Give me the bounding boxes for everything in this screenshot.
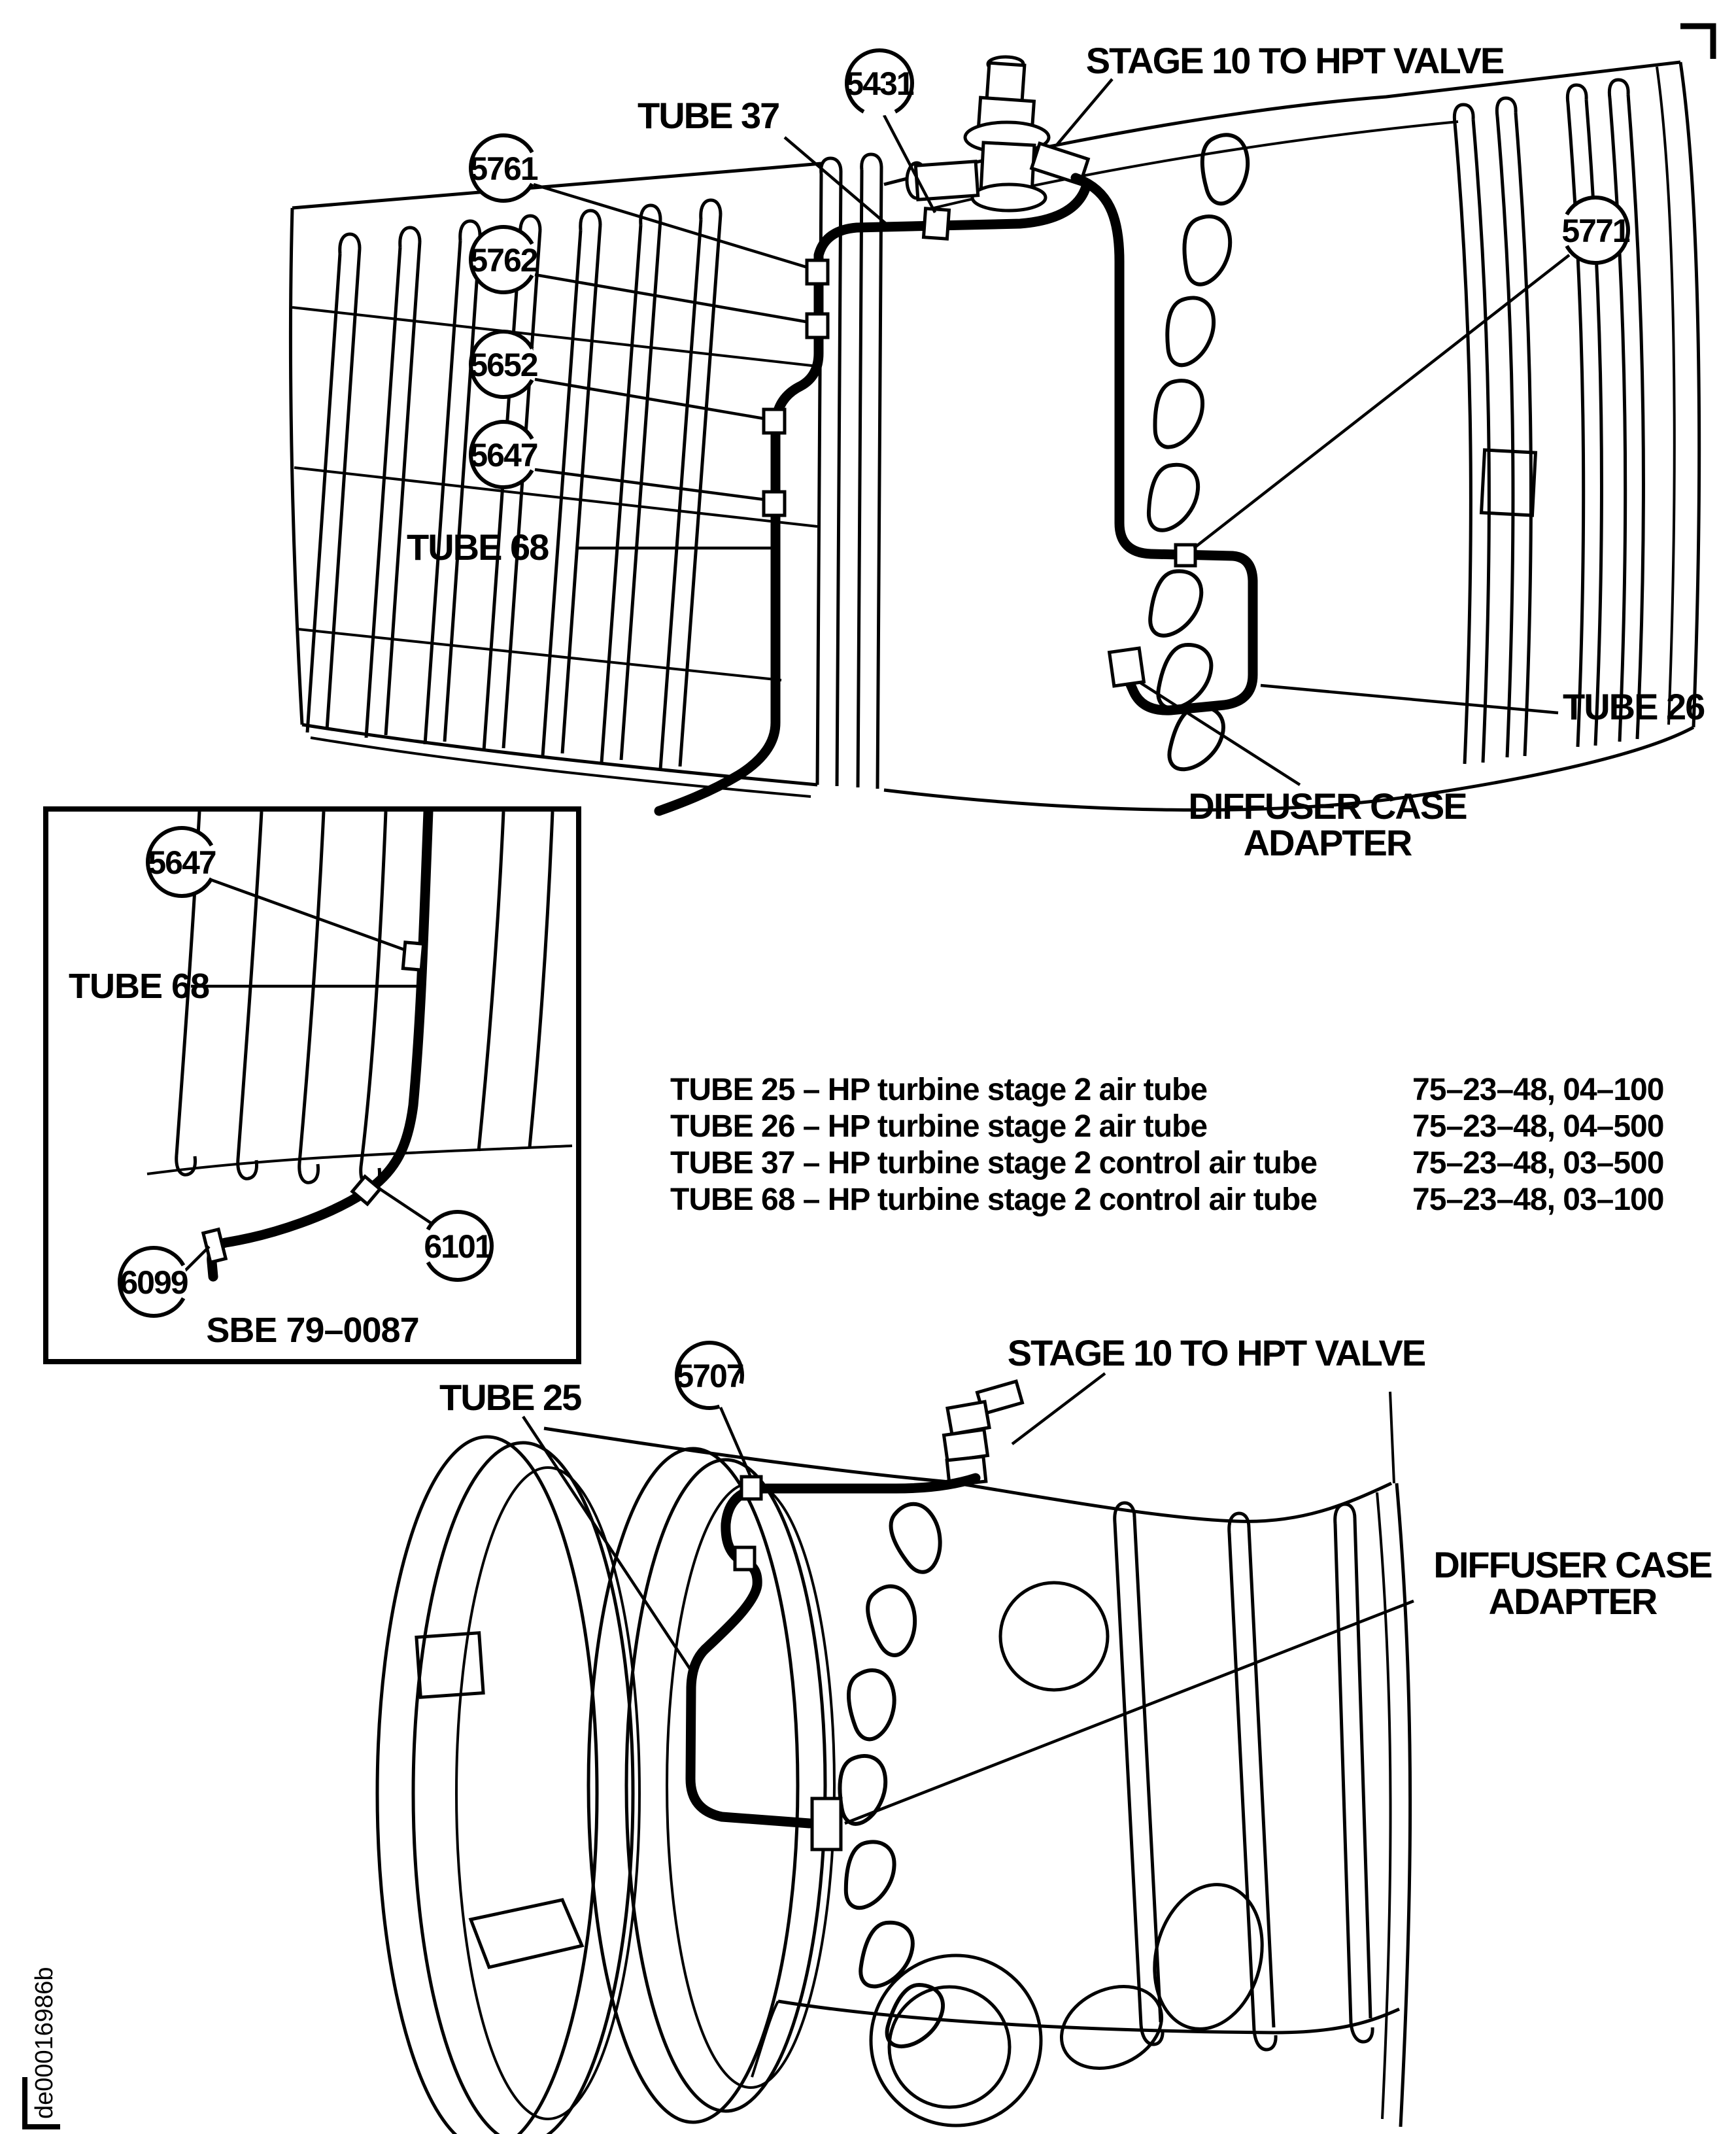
stage10-hpt-valve-top — [907, 57, 1088, 211]
clamp-bottom-mid — [735, 1547, 755, 1570]
tube68-label-top: TUBE 68 — [407, 526, 549, 568]
callout-5431: 5431 — [845, 65, 913, 102]
tube37-fitting-5431 — [924, 209, 949, 239]
clamp-5647 — [764, 492, 785, 515]
tube37-tube68-path — [659, 184, 1087, 811]
clamp-5771 — [1176, 545, 1195, 566]
top-view-diagram — [290, 40, 1705, 863]
clamp-5761 — [807, 260, 828, 284]
legend-row-ref: 75–23–48, 04–500 — [1412, 1109, 1664, 1144]
callout-6099: 6099 — [120, 1264, 188, 1301]
diffuser-adapter-label-top-line2: ADAPTER — [1243, 822, 1412, 863]
inset-clamp-5647 — [403, 942, 423, 970]
diffuser-case-adapter-top — [1110, 648, 1144, 686]
inset-detail-view — [46, 809, 579, 1362]
top-leader-lines — [534, 79, 1569, 785]
callout-5647-inset: 5647 — [148, 844, 216, 881]
inset-leader-lines — [184, 880, 433, 1271]
tube26-label: TUBE 26 — [1563, 686, 1705, 727]
callout-5707: 5707 — [675, 1358, 743, 1394]
legend-row-label: TUBE 68 – HP turbine stage 2 control air tube — [670, 1182, 1318, 1217]
bottom-square-port — [417, 1633, 483, 1697]
legend-row-ref: 75–23–48, 03–100 — [1412, 1182, 1664, 1217]
diffuser-adapter-label-top-line1: DIFFUSER CASE — [1188, 785, 1467, 827]
callout-5647-top: 5647 — [469, 437, 537, 473]
diffuser-case-adapter-bottom — [812, 1798, 841, 1850]
tube-legend — [670, 1073, 1663, 1217]
diffuser-adapter-label-bottom-line2: ADAPTER — [1488, 1581, 1657, 1622]
inset-tube68-path — [203, 812, 428, 1277]
callout-5762: 5762 — [469, 242, 537, 279]
legend-row-ref: 75–23–48, 03–500 — [1412, 1146, 1664, 1180]
legend-row-label: TUBE 37 – HP turbine stage 2 control air tube — [670, 1146, 1318, 1180]
legend-row-label: TUBE 25 – HP turbine stage 2 air tube — [670, 1073, 1208, 1107]
clamp-5762 — [807, 314, 828, 337]
clamp-5707 — [741, 1477, 761, 1499]
bottom-view-diagram — [377, 1332, 1712, 2134]
callout-5761: 5761 — [469, 150, 537, 187]
legend-row-ref: 75–23–48, 04–100 — [1412, 1073, 1664, 1107]
callout-5652: 5652 — [469, 347, 537, 383]
top-teardrop-holes — [1149, 129, 1259, 775]
callout-5771: 5771 — [1561, 213, 1629, 249]
tube25-label: TUBE 25 — [439, 1377, 581, 1418]
bottom-case-outline — [544, 1392, 1410, 2127]
inset-clamp-6099 — [203, 1230, 226, 1262]
stage10-label-bottom: STAGE 10 TO HPT VALVE — [1007, 1332, 1425, 1373]
corner-mark-top-right — [1680, 26, 1713, 59]
figure-code: de00016986b — [31, 1967, 58, 2119]
tube68-label-inset: TUBE 68 — [69, 967, 210, 1006]
bottom-parallelogram-port — [471, 1900, 582, 1967]
bottom-boss-outer — [871, 1955, 1041, 2125]
callout-6101: 6101 — [424, 1228, 492, 1265]
stage10-label-top: STAGE 10 TO HPT VALVE — [1085, 40, 1504, 81]
stage10-hpt-valve-bottom — [944, 1381, 1023, 1485]
bottom-round-hole — [1000, 1583, 1108, 1690]
inset-caption: SBE 79–0087 — [206, 1311, 419, 1350]
diffuser-adapter-label-bottom-line1: DIFFUSER CASE — [1433, 1544, 1712, 1585]
legend-row-label: TUBE 26 – HP turbine stage 2 air tube — [670, 1109, 1208, 1144]
clamp-5652 — [764, 409, 785, 433]
top-case-joint-band — [817, 154, 881, 789]
tube37-label: TUBE 37 — [638, 95, 779, 136]
